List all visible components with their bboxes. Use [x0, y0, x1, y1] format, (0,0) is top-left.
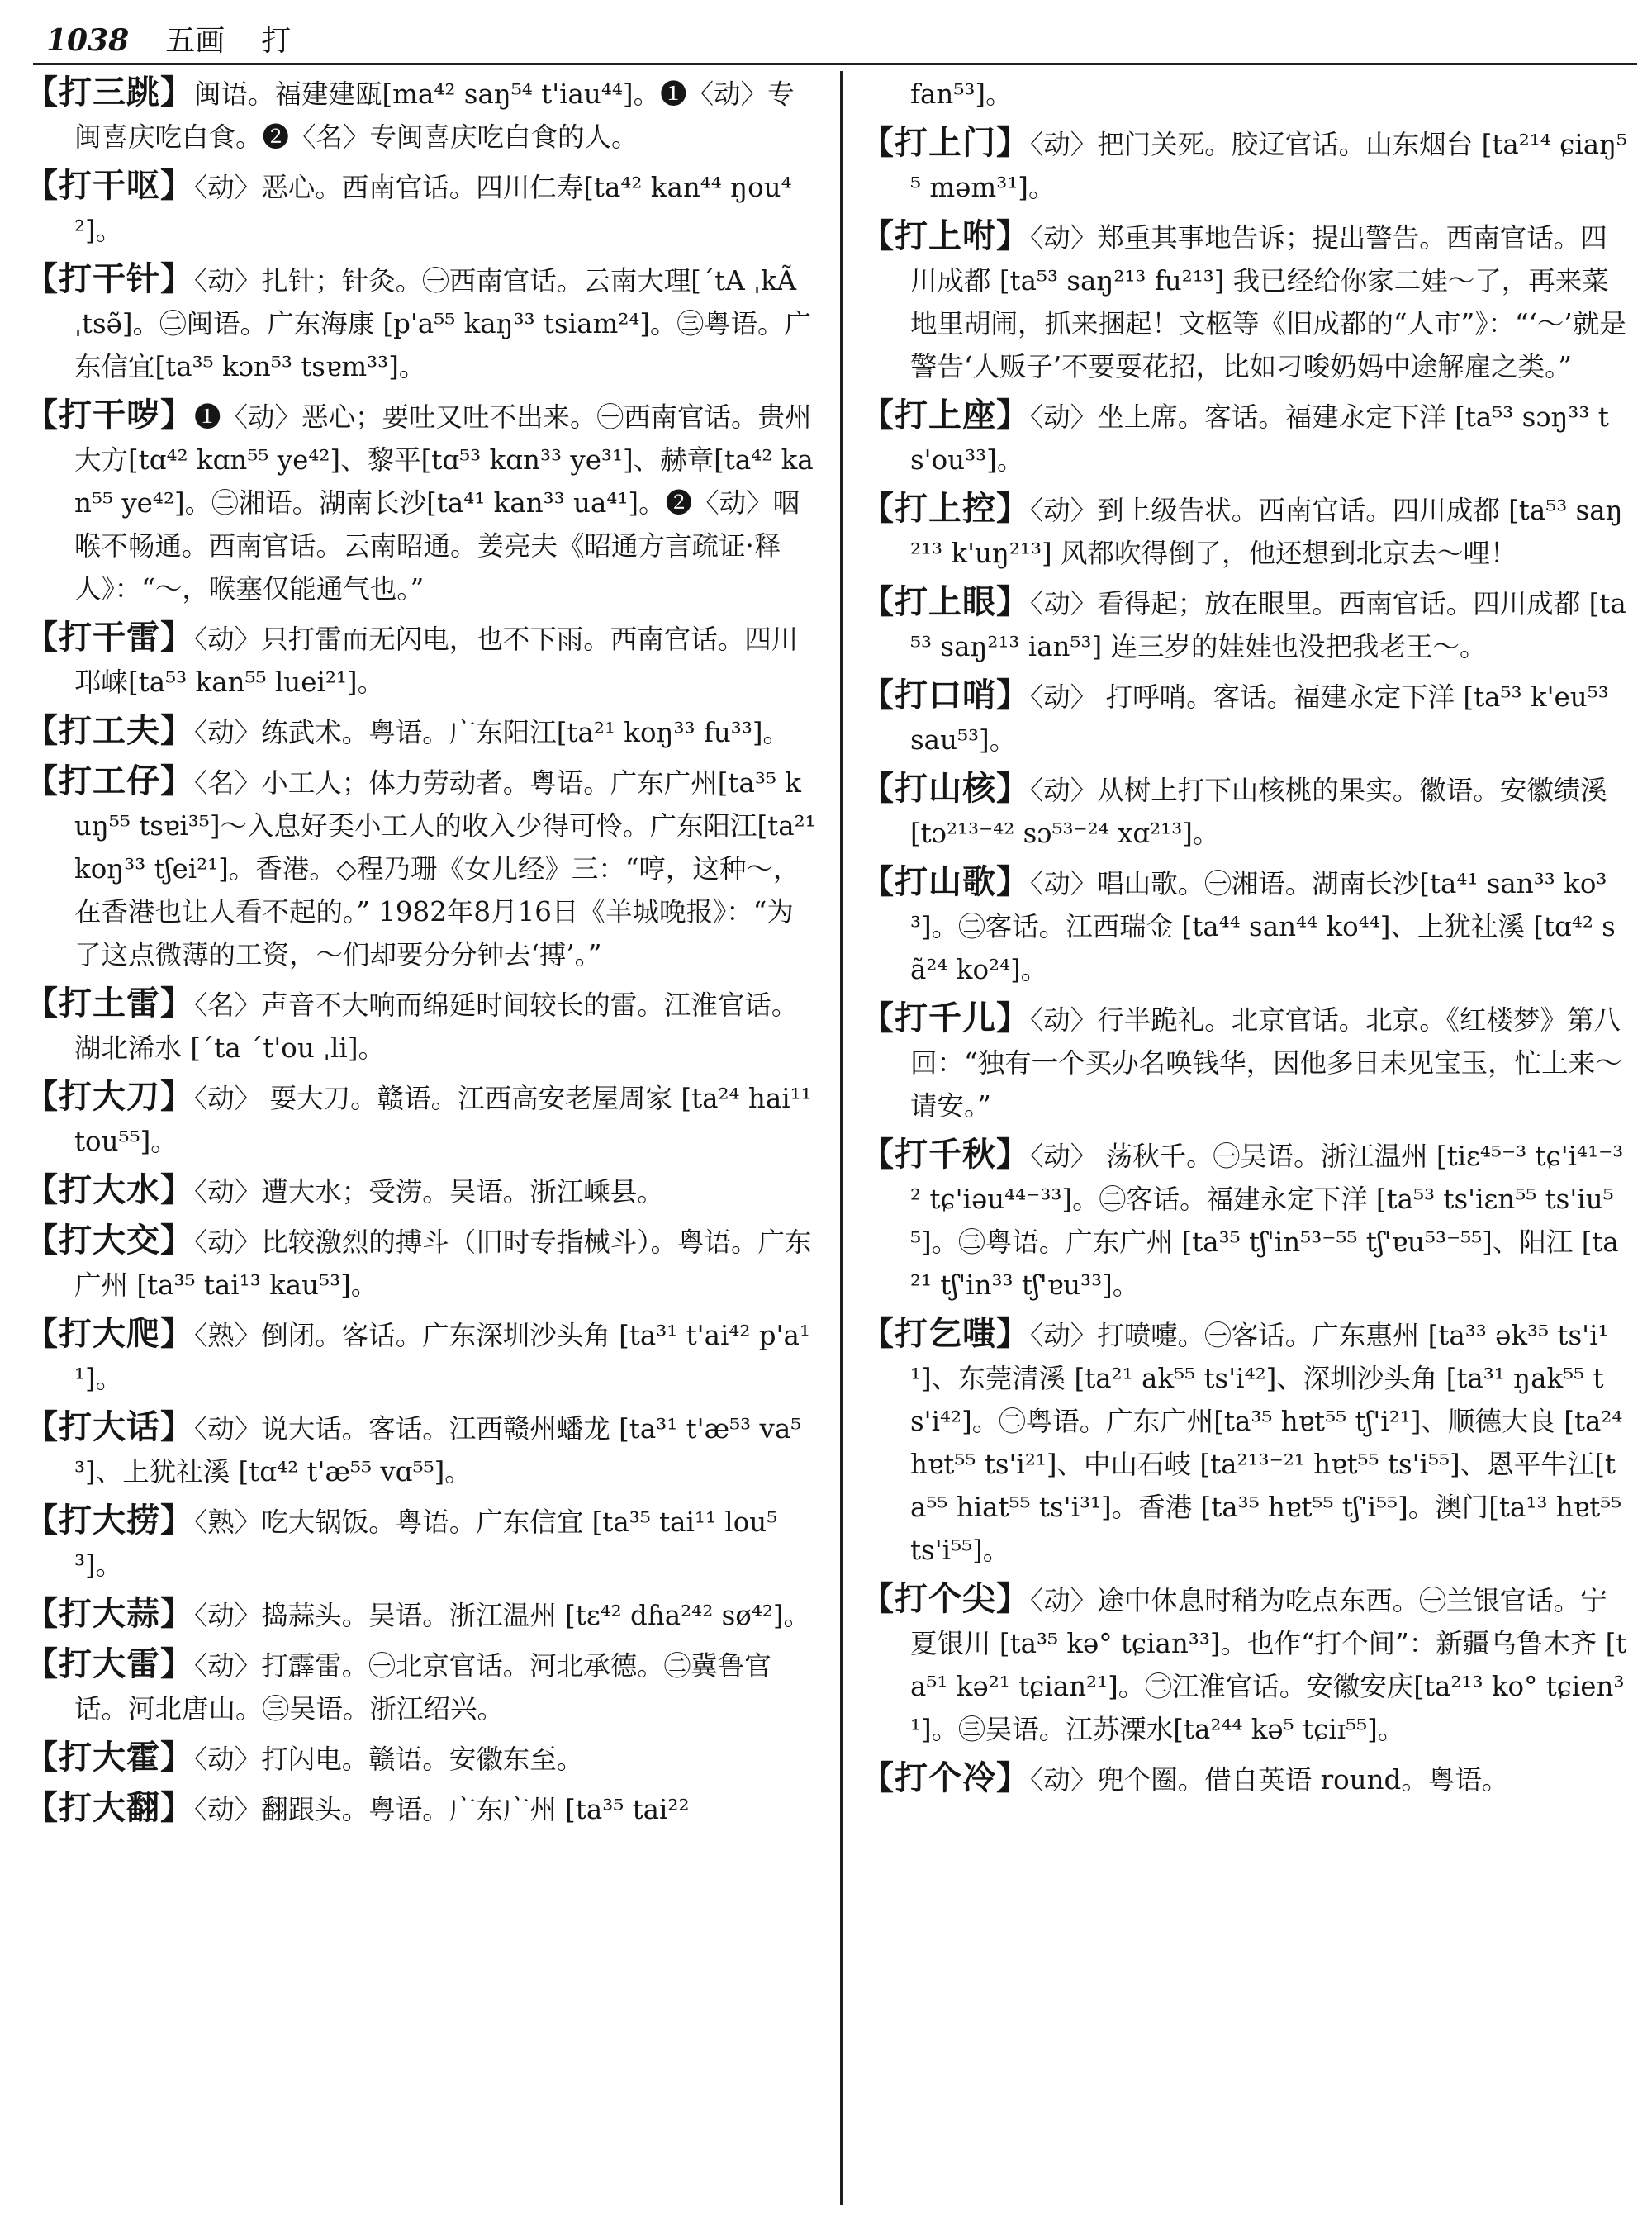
- entry-text: 〈动〉 打呼哨。客话。福建永定下洋 [ta⁵³ k'eu⁵³ sau⁵³]。: [910, 681, 1609, 756]
- entry-text: fan⁵³]。: [910, 78, 1013, 110]
- entry-text: 〈动〉打喷嚏。㊀客话。广东惠州 [ta³³ ək³⁵ ts'i¹¹]、东莞清溪 [ta²¹ ak⁵⁵ ts'i⁴²]、深圳沙头角 [ta³¹ ŋak⁵⁵ ts'i⁴²]。㊁粤语。广东广州[ta³⁵ hɐt⁵⁵ tʃ'i²¹]、顺德大良 [ta²⁴ hɐt⁵⁵ ts'i²¹]、中山石岐 [ta²¹³⁻²¹ hɐt⁵⁵ ts'i⁵⁵]、恩平牛江[ta⁵⁵ hiat⁵⁵ ts'i³¹]。香港 [ta³⁵ hɐt⁵⁵ tʃ'i⁵⁵]。澳门[ta¹³ hɐt⁵⁵ ts'i⁵⁵]。: [910, 1320, 1623, 1566]
- dictionary-entry: [861, 581, 1629, 668]
- entry-headword: 【打千秋】: [861, 1135, 1030, 1174]
- entry-headword: 【打大刀】: [25, 1077, 194, 1116]
- entry-headword: 【打干针】: [25, 259, 194, 298]
- entry-headword: 【打上眼】: [861, 582, 1030, 621]
- dictionary-entry: [861, 487, 1629, 575]
- entry-text: 〈动〉兜个圈。借自英语 round。粤语。: [1030, 1764, 1509, 1796]
- entry-headword: 【打大雷】: [25, 1644, 194, 1683]
- entry-headword: 【打山核】: [861, 769, 1030, 808]
- entry-headword: 【打山歌】: [861, 862, 1030, 901]
- entry-text: 〈熟〉吃大锅饭。粤语。广东信宜 [ta³⁵ tai¹¹ lou⁵³]。: [74, 1506, 778, 1581]
- entry-text: 〈动〉打霹雷。㊀北京官话。河北承德。㊁冀鲁官话。河北唐山。㊂吴语。浙江绍兴。: [74, 1650, 771, 1725]
- entry-headword: 【打大爬】: [25, 1314, 194, 1353]
- entry-headword: 【打干哕】: [25, 396, 194, 434]
- entry-headword: 【打工夫】: [25, 711, 194, 750]
- entry-text: 〈动〉从树上打下山核桃的果实。徽语。安徽绩溪 [tɔ²¹³⁻⁴² sɔ⁵³⁻²⁴ xɑ²¹³]。: [910, 775, 1607, 849]
- entry-text: 〈动〉说大话。客话。江西赣州蟠龙 [ta³¹ t'æ⁵³ va⁵³]、上犹社溪 [tɑ⁴² t'æ⁵⁵ vɑ⁵⁵]。: [74, 1413, 802, 1487]
- entry-text: 闽语。福建建瓯[ma⁴² saŋ⁵⁴ t'iau⁴⁴]。❶〈动〉专闽喜庆吃白食。❷〈名〉专闽喜庆吃白食的人。: [74, 78, 795, 153]
- entry-headword: 【打大交】: [25, 1221, 194, 1260]
- dictionary-entry: [861, 215, 1629, 388]
- entry-text: 〈动〉唱山歌。㊀湘语。湖南长沙[ta⁴¹ san³³ ko³³]。㊁客话。江西瑞金 [ta⁴⁴ san⁴⁴ ko⁴⁴]、上犹社溪 [tɑ⁴² sã²⁴ ko²⁴]。: [910, 868, 1616, 985]
- entry-headword: 【打大蒜】: [25, 1594, 194, 1633]
- entry-headword: 【打上咐】: [861, 216, 1030, 255]
- dictionary-entry: [25, 394, 818, 610]
- entry-text: 〈动〉只打雷而无闪电，也不下雨。西南官话。四川邛崃[ta⁵³ kan⁵⁵ luei²¹]。: [74, 624, 799, 698]
- entry-headword: 【打乞嗤】: [861, 1314, 1030, 1353]
- dictionary-entry: [25, 1406, 818, 1493]
- entry-text: 〈动〉途中休息时稍为吃点东西。㊀兰银官话。宁夏银川 [ta³⁵ kə° tɕian³³]。也作“打个间”：新疆乌鲁木齐 [ta⁵¹ kə²¹ tɕian²¹]。㊁江淮官话。安徽安庆[ta²¹³ ko° tɕien³¹]。㊂吴语。江苏溧水[ta²⁴⁴ kə⁵ tɕiɪ⁵⁵]。: [910, 1585, 1627, 1745]
- dictionary-entry: [861, 1757, 1629, 1801]
- dictionary-entry: [25, 1736, 818, 1781]
- dictionary-entry: [25, 164, 818, 252]
- entry-headword: 【打土雷】: [25, 984, 194, 1022]
- entry-headword: 【打个冷】: [861, 1758, 1030, 1797]
- entry-text: 〈动〉 耍大刀。赣语。江西高安老屋周家 [ta²⁴ hai¹¹ tou⁵⁵]。: [74, 1083, 812, 1157]
- page-header: [46, 20, 1627, 61]
- right-column: [861, 71, 1629, 1807]
- dictionary-entry: [25, 709, 818, 754]
- entry-text: 〈动〉看得起；放在眼里。西南官话。四川成都 [ta⁵³ saŋ²¹³ ian⁵³] 连三岁的娃娃也没把我老王～。: [910, 588, 1626, 662]
- dictionary-entry: [25, 258, 818, 388]
- entry-headword: 【打干雷】: [25, 618, 194, 657]
- entry-text: 〈动〉扎针；针灸。㊀西南官话。云南大理[ˊtA ˌkÃ ˌtsə̃]。㊁闽语。广东海康 [p'a⁵⁵ kaŋ³³ tsiam²⁴]。㊂粤语。广东信宜[ta³⁵ kɔn⁵³ tsɐm³³]。: [74, 265, 812, 382]
- dictionary-entry: [25, 1592, 818, 1637]
- left-column: [25, 71, 818, 1837]
- dictionary-entry: [861, 1312, 1629, 1572]
- dictionary-entry: [25, 1075, 818, 1163]
- entry-text: 〈动〉捣蒜头。吴语。浙江温州 [tɛ⁴² dɦa²⁴² sø⁴²]。: [194, 1600, 811, 1631]
- entry-headword: 【打上控】: [861, 489, 1030, 528]
- entry-text: ❶〈动〉恶心；要吐又吐不出来。㊀西南官话。贵州大方[tɑ⁴² kɑn⁵⁵ ye⁴²]、黎平[tɑ⁵³ kɑn³³ ye³¹]、赫章[ta⁴² kan⁵⁵ ye⁴²]。㊁湘语。湖南长沙[ta⁴¹ kan³³ ua⁴¹]。❷〈动〉咽喉不畅通。西南官话。云南昭通。姜亮夫《昭通方言疏证·释人》：“～，喉塞仅能通气也。”: [74, 401, 814, 605]
- entry-headword: 【打口哨】: [861, 676, 1030, 714]
- entry-text: 〈名〉小工人；体力劳动者。粤语。广东广州[ta³⁵ kuŋ⁵⁵ tsɐi³⁵]～入息好奀小工人的收入少得可怜。广东阳江[ta²¹ koŋ³³ tʃei²¹]。香港。◇程乃珊《女儿经》三：“哼，这种～，在香港也让人看不起的。” 1982年8月16日《羊城晚报》：“为了这点微薄的工资，～们却要分分钟去‘搏’。”: [74, 767, 816, 970]
- dictionary-entry: [861, 121, 1629, 209]
- dictionary-entry: [25, 760, 818, 976]
- dictionary-entry: [861, 861, 1629, 991]
- entry-text: 〈动〉遭大水；受涝。吴语。浙江嵊县。: [194, 1176, 664, 1208]
- dictionary-entry: [25, 1169, 818, 1213]
- page-number: 1038: [46, 23, 130, 58]
- entry-text: 〈动〉比较激烈的搏斗（旧时专指械斗）。粤语。广东广州 [ta³⁵ tai¹³ kau⁵³]。: [74, 1226, 812, 1301]
- entry-text: 〈动〉到上级告状。西南官话。四川成都 [ta⁵³ saŋ²¹³ k'uŋ²¹³] 风都吹得倒了，他还想到北京去～哩！: [910, 495, 1623, 569]
- entry-headword: 【打三跳】: [25, 73, 194, 112]
- dictionary-entry: [25, 1643, 818, 1730]
- entry-headword: 【打大翻】: [25, 1788, 194, 1827]
- dictionary-entry: [861, 767, 1629, 855]
- entry-headword: 【打大水】: [25, 1170, 194, 1209]
- entry-headword: 【打大话】: [25, 1407, 194, 1446]
- entry-text: 〈名〉声音不大响而绵延时间较长的雷。江淮官话。湖北浠水 [ˊta ˊt'ou ˌli]。: [74, 989, 799, 1064]
- dictionary-entry: [861, 1133, 1629, 1307]
- section-label: 五画: [165, 24, 225, 58]
- entry-text: 〈动〉把门关死。胶辽官话。山东烟台 [ta²¹⁴ ɕiaŋ⁵⁵ mәm³¹]。: [910, 129, 1628, 203]
- dictionary-entry: [25, 1219, 818, 1307]
- entry-text: 〈动〉行半跪礼。北京官话。北京。《红楼梦》第八回：“独有一个买办名唤钱华，因他多日未见宝玉，忙上来～请安。”: [910, 1004, 1622, 1122]
- header-rule: [33, 63, 1637, 65]
- entry-text: 〈动〉打闪电。赣语。安徽东至。: [194, 1744, 584, 1775]
- dictionary-entry: [25, 616, 818, 704]
- header-character: 打: [261, 24, 292, 58]
- continued-entry: [861, 71, 1629, 116]
- entry-headword: 【打干呕】: [25, 166, 194, 205]
- dictionary-entry: [25, 1499, 818, 1587]
- entry-headword: 【打工仔】: [25, 762, 194, 800]
- dictionary-entry: [861, 1578, 1629, 1751]
- entry-text: 〈动〉翻跟头。粤语。广东广州 [ta³⁵ tai²²: [194, 1794, 690, 1825]
- entry-text: 〈熟〉倒闭。客话。广东深圳沙头角 [ta³¹ t'ai⁴² p'a¹¹]。: [74, 1320, 810, 1394]
- dictionary-entry: [861, 997, 1629, 1127]
- entry-headword: 【打上门】: [861, 123, 1030, 162]
- dictionary-entry: [25, 982, 818, 1070]
- entry-headword: 【打千儿】: [861, 999, 1030, 1037]
- entry-text: 〈动〉恶心。西南官话。四川仁寿[ta⁴² kan⁴⁴ ŋou⁴²]。: [74, 172, 792, 246]
- dictionary-entry: [861, 394, 1629, 482]
- entry-text: 〈动〉郑重其事地告诉；提出警告。西南官话。四川成都 [ta⁵³ saŋ²¹³ fu²¹³] 我已经给你家二娃～了，再来菜地里胡闹，抓来捆起！文柩等《旧成都的“人市”》：“‘～’就是警告‘人贩子’不要耍花招，比如刁唆奶妈中途解雇之类。”: [910, 222, 1626, 382]
- entry-text: 〈动〉坐上席。客话。福建永定下洋 [ta⁵³ sɔŋ³³ ts'ou³³]。: [910, 401, 1609, 476]
- dictionary-entry: [25, 1312, 818, 1400]
- entry-text: 〈动〉 荡秋千。㊀吴语。浙江温州 [tiɛ⁴⁵⁻³ tɕ'i⁴¹⁻³² tɕ'iəu⁴⁴⁻³³]。㊁客话。福建永定下洋 [ta⁵³ ts'iɛn⁵⁵ ts'iu⁵⁵]。㊂粤语。广东广州 [ta³⁵ tʃ'in⁵³⁻⁵⁵ tʃ'ɐu⁵³⁻⁵⁵]、阳江 [ta²¹ tʃ'in³³ tʃ'ɐu³³]。: [910, 1141, 1624, 1301]
- dictionary-entry: [25, 1786, 818, 1831]
- dictionary-entry: [861, 674, 1629, 762]
- entry-text: 〈动〉练武术。粤语。广东阳江[ta²¹ koŋ³³ fu³³]。: [194, 717, 790, 748]
- entry-headword: 【打上座】: [861, 396, 1030, 434]
- entry-headword: 【打大捞】: [25, 1501, 194, 1540]
- entry-headword: 【打大霍】: [25, 1738, 194, 1777]
- entry-headword: 【打个尖】: [861, 1579, 1030, 1618]
- dictionary-entry: [25, 71, 818, 159]
- column-divider: [840, 71, 843, 2205]
